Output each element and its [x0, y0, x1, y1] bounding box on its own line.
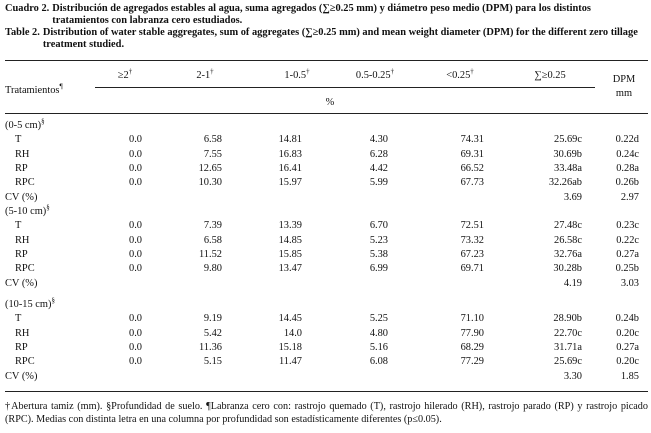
header-col-0.5-0.25	[335, 67, 415, 82]
table-row-treatment: RH	[15, 234, 30, 246]
cv-sum: 4.19	[563, 277, 582, 289]
table-cell: 0.0	[129, 162, 142, 174]
table-row-treatment: RP	[15, 248, 28, 260]
table-cell: 14.45	[278, 313, 302, 325]
header-col-dpm: DPM	[612, 74, 636, 85]
table-cell: 74.31	[460, 134, 484, 146]
table-cell: 16.83	[278, 148, 302, 160]
table-cell: 0.22d	[615, 134, 639, 146]
section-title	[5, 203, 50, 218]
section-title-text: (10-15 cm)	[5, 299, 52, 310]
section-title-mark: §	[46, 203, 50, 212]
table-cell: 11.52	[199, 248, 222, 260]
header-col-mark: †	[128, 67, 133, 76]
table-cell: 6.58	[203, 234, 222, 246]
table-bottom-rule	[5, 391, 648, 392]
table-row-treatment: RPC	[15, 263, 35, 275]
cv-dpm: 1.85	[620, 370, 639, 382]
section-title	[5, 296, 55, 311]
table-cell: 0.0	[129, 327, 142, 339]
section-title-mark: §	[51, 296, 55, 305]
table-cell: 5.23	[369, 234, 388, 246]
table-cell: 11.47	[279, 356, 302, 368]
table-cell: 22.70c	[554, 327, 582, 339]
table-cell: 31.71a	[554, 341, 582, 353]
cv-label: CV (%)	[5, 277, 38, 289]
table-cell: 6.28	[369, 148, 388, 160]
header-col-2-1	[170, 67, 240, 82]
table-cell: 0.25b	[615, 263, 639, 275]
table-cell: 72.51	[460, 220, 484, 232]
table-cell: 5.15	[203, 356, 222, 368]
table-cell: 66.52	[460, 162, 484, 174]
table-cell: 32.76a	[554, 248, 582, 260]
table-cell: 6.08	[369, 356, 388, 368]
table-cell: 0.27a	[616, 341, 639, 353]
cv-dpm: 2.97	[620, 191, 639, 203]
table-cell: 0.0	[129, 177, 142, 189]
header-col-1-0.5	[262, 67, 332, 82]
header-bottom-rule	[5, 113, 648, 114]
table-cell: 14.85	[278, 234, 302, 246]
table-cell: 28.90b	[553, 313, 582, 325]
header-col-label: ∑≥0.25	[534, 70, 566, 81]
section-title-text: (0-5 cm)	[5, 120, 42, 131]
header-col-mark: †	[210, 67, 214, 76]
table-cell: 30.69b	[553, 148, 582, 160]
table-row-treatment: RPC	[15, 356, 35, 368]
table-cell: 9.19	[203, 313, 222, 325]
footnote: †Abertura tamiz (mm). §Profundidad de suelo. ¶Labranza cero con: rastrojo quemado (T), rastrojo hilerado (RH), rastrojo parado (RP) y rastrojo picado (RPC). Medias con distinta letra en una columna por profundidad son estadísticamente diferentes (p≤0.05).	[5, 401, 648, 425]
table-cell: 77.90	[460, 327, 484, 339]
section-title	[5, 117, 45, 132]
table-cell: 15.97	[278, 177, 302, 189]
table-cell: 0.24c	[616, 148, 639, 160]
table-cell: 0.28a	[616, 162, 639, 174]
table-cell: 4.80	[369, 327, 388, 339]
table-cell: 14.81	[278, 134, 302, 146]
table-cell: 0.24b	[615, 313, 639, 325]
header-col-mark: †	[306, 67, 310, 76]
header-row-label	[5, 82, 63, 97]
header-sub-rule	[95, 87, 595, 88]
cv-dpm: 3.03	[620, 277, 639, 289]
header-col-mark: †	[390, 67, 395, 76]
table-cell: 13.39	[278, 220, 302, 232]
table-cell: 77.29	[460, 356, 484, 368]
table-top-rule	[5, 60, 648, 61]
caption-en-label: Table 2.	[5, 27, 40, 38]
table-cell: 26.58c	[554, 234, 582, 246]
section-title-mark: §	[41, 117, 45, 126]
cv-sum: 3.30	[563, 370, 582, 382]
header-col-label: 2-1	[196, 70, 211, 81]
table-cell: 67.73	[460, 177, 484, 189]
table-row-treatment: RP	[15, 162, 28, 174]
table-row-treatment: RPC	[15, 177, 35, 189]
table-cell: 15.18	[278, 341, 302, 353]
table-cell: 0.26b	[615, 177, 639, 189]
table-cell: 14.0	[283, 327, 302, 339]
table-cell: 0.0	[129, 234, 142, 246]
table-cell: 12.65	[198, 162, 222, 174]
table-caption	[5, 3, 648, 51]
table-cell: 6.99	[369, 263, 388, 275]
table-cell: 0.0	[129, 341, 142, 353]
table-cell: 0.23c	[616, 220, 639, 232]
table-row-treatment: RP	[15, 341, 28, 353]
header-col-label: ≥2	[117, 70, 129, 81]
table-cell: 0.0	[129, 356, 142, 368]
table-cell: 5.42	[203, 327, 222, 339]
header-col-mark: †	[470, 67, 474, 76]
table-cell: 69.31	[460, 148, 484, 160]
table-cell: 5.38	[369, 248, 388, 260]
table-cell: 5.99	[369, 177, 388, 189]
table-cell: 0.22c	[616, 234, 639, 246]
table-cell: 9.80	[203, 263, 222, 275]
table-cell: 10.30	[198, 177, 222, 189]
table-cell: 73.32	[460, 234, 484, 246]
section-title-text: (5-10 cm)	[5, 206, 47, 217]
table-cell: 6.70	[369, 220, 388, 232]
table-cell: 7.55	[203, 148, 222, 160]
cv-label: CV (%)	[5, 370, 38, 382]
table-cell: 0.20c	[616, 356, 639, 368]
table-row-treatment: RH	[15, 148, 30, 160]
header-col-label: 0.5-0.25	[355, 70, 391, 81]
table-cell: 5.25	[369, 313, 388, 325]
table-cell: 16.41	[278, 162, 302, 174]
table-cell: 0.0	[129, 313, 142, 325]
table-cell: 33.48a	[554, 162, 582, 174]
table-cell: 25.69c	[554, 134, 582, 146]
header-col-label: 1-0.5	[284, 70, 307, 81]
header-row-label-mark: ¶	[59, 82, 63, 91]
table-cell: 25.69c	[554, 356, 582, 368]
header-col-label: <0.25	[446, 70, 471, 81]
cv-label: CV (%)	[5, 191, 38, 203]
header-percent-unit: %	[325, 97, 335, 108]
caption-es-text: Distribución de agregados estables al agua, suma agregados (∑≥0.25 mm) y diámetro peso medio (DPM) para los distintos tratamientos con labranza cero estudiados.	[52, 3, 591, 26]
table-row-treatment: RH	[15, 327, 30, 339]
table-row-treatment: T	[15, 313, 22, 325]
caption-spanish	[5, 3, 648, 27]
header-col-ge2	[95, 67, 155, 82]
header-col-sum	[510, 70, 590, 82]
table-cell: 0.27a	[616, 248, 639, 260]
table-cell: 30.28b	[553, 263, 582, 275]
table-cell: 0.0	[129, 220, 142, 232]
table-cell: 69.71	[460, 263, 484, 275]
table-cell: 0.0	[129, 148, 142, 160]
table-cell: 27.48c	[554, 220, 582, 232]
table-row-treatment: T	[15, 220, 22, 232]
table-cell: 11.36	[199, 341, 222, 353]
caption-es-label: Cuadro 2.	[5, 3, 50, 14]
table-cell: 5.16	[369, 341, 388, 353]
table-cell: 68.29	[460, 341, 484, 353]
table-cell: 67.23	[460, 248, 484, 260]
cv-sum: 3.69	[563, 191, 582, 203]
table-cell: 6.58	[203, 134, 222, 146]
table-row-treatment: T	[15, 134, 22, 146]
table-cell: 0.20c	[616, 327, 639, 339]
table-cell: 4.42	[369, 162, 388, 174]
table-cell: 13.47	[278, 263, 302, 275]
table-cell: 15.85	[278, 248, 302, 260]
table-cell: 4.30	[369, 134, 388, 146]
caption-english	[5, 27, 648, 51]
table-cell: 7.39	[203, 220, 222, 232]
header-col-lt0.25	[425, 67, 495, 82]
header-row-label-text: Tratamientos	[5, 85, 60, 96]
table-cell: 0.0	[129, 248, 142, 260]
header-col-dpm-unit: mm	[615, 88, 633, 99]
table-cell: 0.0	[129, 263, 142, 275]
table-cell: 0.0	[129, 134, 142, 146]
table-cell: 71.10	[460, 313, 484, 325]
table-cell: 32.26ab	[548, 177, 582, 189]
caption-en-text: Distribution of water stable aggregates, sum of aggregates (∑≥0.25 mm) and mean weight diameter (DPM) for the different zero tillage treatment studied.	[42, 27, 638, 50]
